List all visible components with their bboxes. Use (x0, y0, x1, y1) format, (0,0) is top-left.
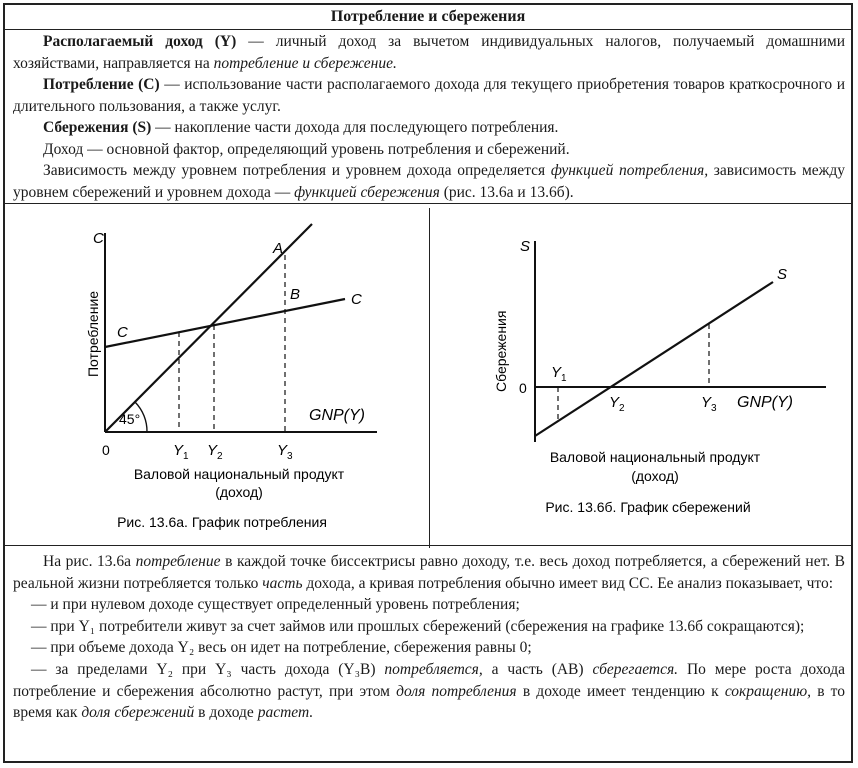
analysis-block (13, 551, 845, 724)
divider-top (5, 203, 851, 204)
graph-a-y3: $Y_3$ (277, 442, 293, 462)
document-frame (3, 3, 853, 763)
term-disposable-income: Располагаемый доход (Y) (43, 33, 237, 50)
analysis-point-4: — за пределами Y₂ при Y₃ часть дохода (Y₃B) потребляется, а часть (AB) сберегается. По мере роста дохода потребление и сбережения абсолютно растут, при этом доля потребления в доходе имеет тенденцию к сокращению, в то время как доля сбережений в доходе растет. (13, 660, 846, 722)
graph-a-y-letter: C (93, 230, 104, 247)
graph-b-y-letter: S (520, 238, 531, 255)
term-savings: Сбережения (S) (43, 119, 152, 136)
definition-consumption: Потребление (C) — использование части располагаемого дохода для текущего приобретения товаров краткосрочного и длительного пользования, а также услуг. (13, 76, 846, 115)
term-consumption: Потребление (C) (43, 76, 160, 93)
analysis-point-3: — при объеме дохода Y₂ весь он идет на потребление, сбережения равны 0; (31, 639, 532, 657)
graph-a-origin: 0 (102, 442, 110, 458)
dependency-statement: Зависимость между уровнем потребления и уровнем дохода определяется функцией потребления, зависимость между уровнем сбережений и уровнем дохода — функцией сбережения (рис. 13.6а и 13.6б). (13, 162, 845, 201)
graph-a-point-a: A (273, 240, 284, 257)
graph-b-x-caption-1: Валовой национальный продукт (549, 449, 761, 465)
divider-bottom (5, 545, 851, 546)
definition-savings: Сбережения (S) — накопление части дохода для последующего потребления. (43, 119, 559, 136)
graph-a-x-caption-2: (доход) (215, 484, 263, 500)
income-statement: Доход — основной фактор, определяющий уровень потребления и сбережений. (43, 140, 570, 158)
graph-a-cc-start: C (117, 324, 128, 341)
graph-b-y3: $Y_3$ (701, 394, 717, 414)
graph-b-zero: 0 (519, 380, 527, 396)
graph-b-x-title: GNP(Y) (737, 394, 793, 411)
graph-a-point-b: B (290, 286, 301, 303)
analysis-point-2: — при Y₁ потребители живут за счет займов или прошлых сбережений (сбережения на графике 13.6б сокращаются); (31, 617, 805, 635)
definitions-block (13, 31, 845, 203)
savings-graph (433, 207, 853, 545)
analysis-intro: На рис. 13.6а потребление в каждой точке биссектрисы равно доходу, т.е. весь доход потребляется, а сбережений нет. В реальной жизни потребляется только часть дохода, а кривая потребления обычно имеет вид CC. Ее анализ показывает, что: (13, 553, 845, 592)
graph-a-angle: 45° (119, 411, 141, 427)
graph-a-x-caption-1: Валовой национальный продукт (133, 466, 345, 482)
graph-a-x-title: GNP(Y) (309, 407, 365, 424)
graph-a-y2: $Y_2$ (207, 442, 223, 462)
figure-b-caption: Рис. 13.6б. График сбережений (545, 499, 751, 515)
graph-b-y-title: Сбережения (493, 310, 509, 392)
definition-disposable-income: Располагаемый доход (Y) — личный доход за вычетом индивидуальных налогов, получаемый домашними хозяйствами, направляется на потребление и сбережение. (13, 33, 845, 72)
graph-b-y1: $Y_1$ (551, 364, 567, 384)
graph-a-y1: $Y_1$ (173, 442, 189, 462)
consumption-graph (7, 207, 427, 545)
analysis-point-1: — и при нулевом доходе существует определенный уровень потребления; (31, 596, 520, 614)
graph-b-line-s: S (777, 266, 788, 283)
figure-a-caption: Рис. 13.6а. График потребления (117, 514, 327, 530)
graph-a-cc-end: C (351, 291, 362, 308)
graph-b-y2: $Y_2$ (609, 394, 625, 414)
graph-a-y-title: Потребление (85, 290, 101, 377)
page-title: Потребление и сбережения (5, 5, 851, 30)
graph-b-x-caption-2: (доход) (631, 468, 679, 484)
divider-vertical (429, 208, 430, 548)
